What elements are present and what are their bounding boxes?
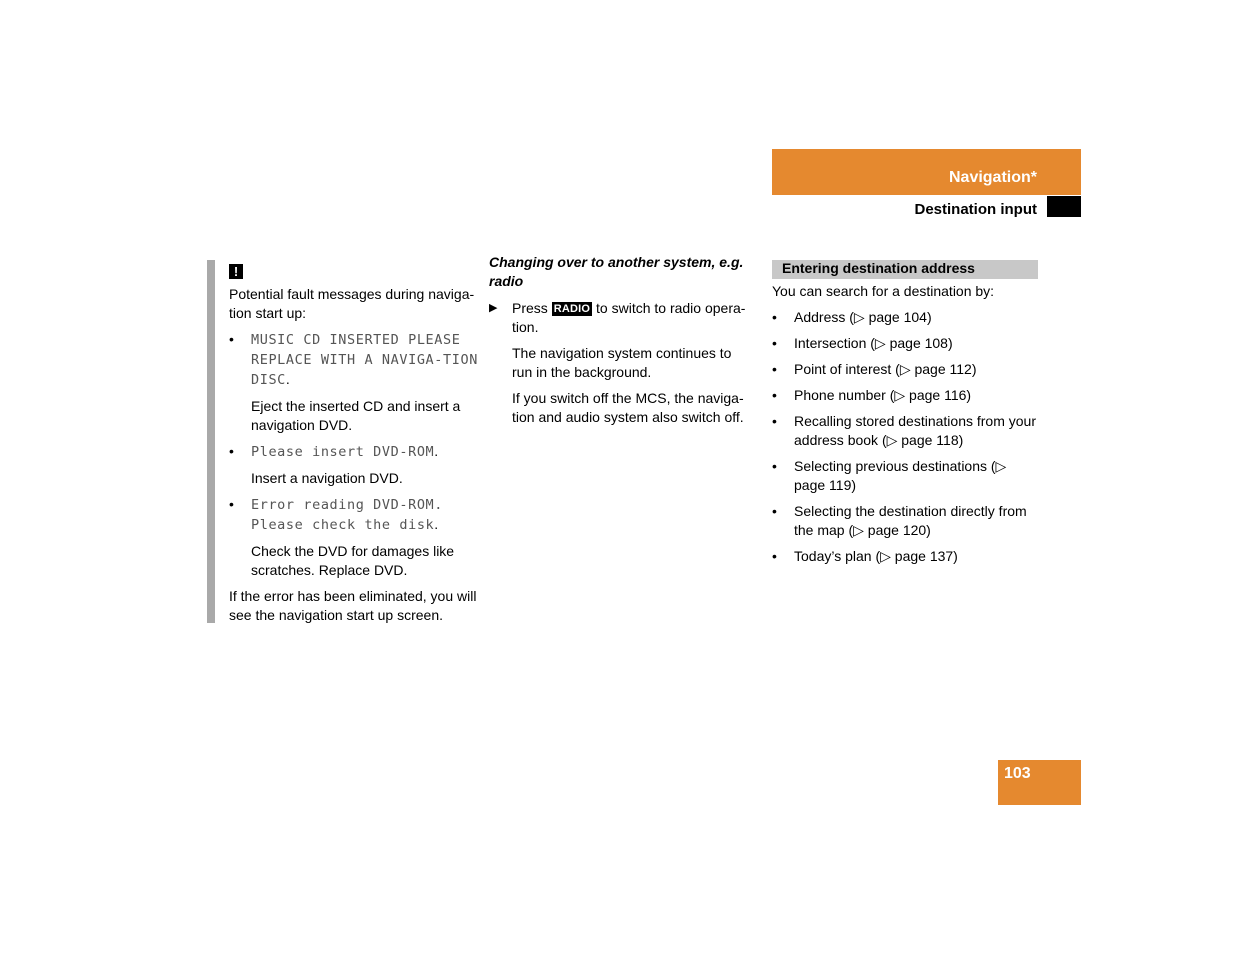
note-side-bar [207,260,215,623]
instruction-step: ▶ Press RADIO to switch to radio opera-tion. [489,300,746,335]
switch-system-section [489,253,754,434]
list-item: • Selecting previous destinations (▷ page 119) [772,458,1007,493]
switch-heading: Changing over to another system, e.g. radio [489,254,744,289]
fault-message: Error reading DVD-ROM. Please check the disk [251,497,444,533]
list-item: • Intersection (▷ page 108) [772,335,953,351]
list-item: • Selecting the destination directly from the map (▷ page 120) [772,503,1027,538]
fault-remedy: Eject the inserted CD and insert a navigation DVD. [251,398,461,433]
page-number: 103 [1004,765,1031,782]
triangle-bullet-icon: ▶ [489,302,498,314]
info-paragraph: If you switch off the MCS, the naviga-tion and audio system also switch off. [512,390,744,425]
list-item: • MUSIC CD INSERTED PLEASE REPLACE WITH A NAVIGA-TION DISC. [229,331,478,388]
list-item: • Today’s plan (▷ page 137) [772,548,958,564]
list-item: • Address (▷ page 104) [772,309,932,325]
section-title: Destination input [914,201,1037,218]
fault-note [229,262,479,632]
section-heading: Entering destination address [782,260,975,276]
destination-options [772,282,1038,573]
list-item: • Recalling stored destinations from your address book (▷ page 118) [772,413,1037,448]
fault-remedy: Insert a navigation DVD. [251,470,403,486]
radio-key-icon: RADIO [553,303,591,315]
fault-message: Please insert DVD-ROM [251,444,435,460]
info-paragraph: The navigation system continues to run in the background. [512,345,732,380]
list-item: • Please insert DVD-ROM. [229,443,439,460]
note-intro: Potential fault messages during naviga-tion start up: [229,286,475,321]
list-item: • Phone number (▷ page 116) [772,387,972,403]
list-item: • Point of interest (▷ page 112) [772,361,977,377]
exclamation-icon: ! [229,264,243,279]
fault-message: MUSIC CD INSERTED PLEASE REPLACE WITH A NAVIGA-TION DISC [251,332,478,388]
list-item: • Error reading DVD-ROM. Please check the disk. [229,496,444,533]
fault-remedy: Check the DVD for damages like scratches. Replace DVD. [251,543,455,578]
header-marker [1047,196,1081,217]
options-intro: You can search for a destination by: [772,283,995,299]
note-outro: If the error has been eliminated, you will see the navigation start up screen. [229,588,477,623]
chapter-title: Navigation* [948,169,1037,186]
